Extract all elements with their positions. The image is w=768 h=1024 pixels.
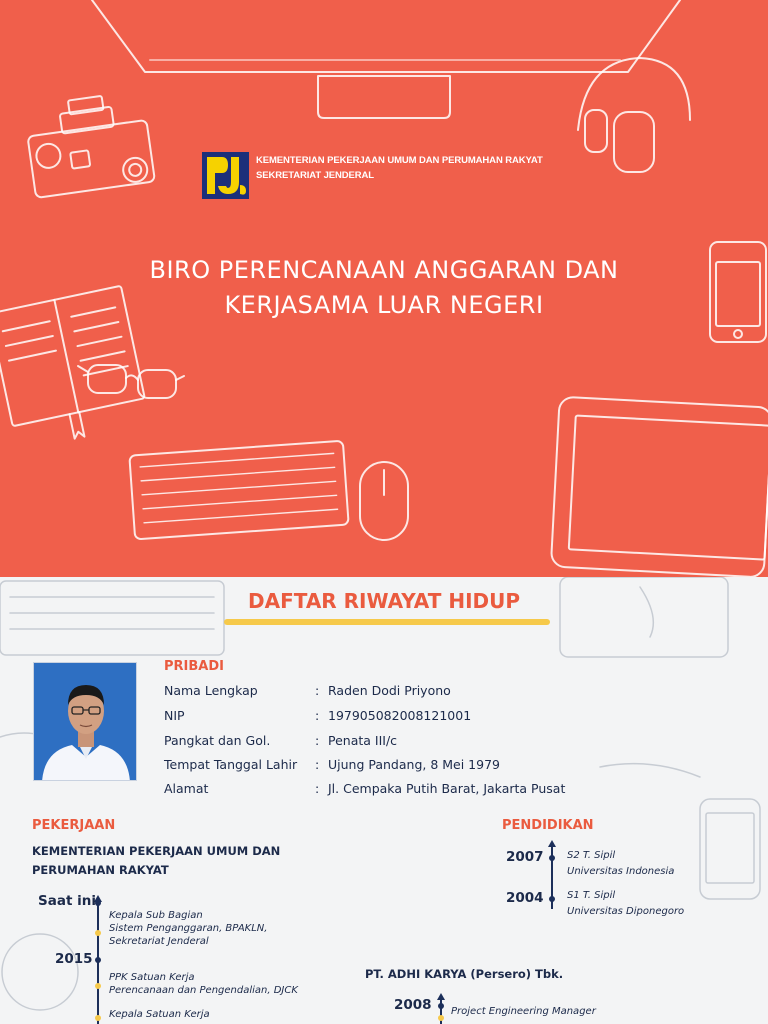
timeline-marker (95, 1015, 101, 1021)
work-year: 2015 (55, 951, 93, 967)
info-row-pangkat (164, 733, 724, 755)
info-value: Raden Dodi Priyono (328, 683, 451, 698)
work-entry (109, 909, 267, 948)
section-pekerjaan-label: PEKERJAAN (32, 818, 116, 833)
work-entry-line: Sekretariat Jenderal (109, 936, 209, 947)
work-entry-line: Kepala Sub Bagian (109, 910, 203, 921)
info-row-ttl (164, 757, 724, 779)
info-separator: : (315, 781, 320, 796)
work-entry-line: Kepala Satuan Kerja (109, 1009, 210, 1020)
work-entry (109, 971, 298, 997)
info-separator: : (315, 708, 320, 723)
work-entry (109, 1008, 210, 1021)
info-separator: : (315, 683, 320, 698)
work-year: 2008 (394, 997, 432, 1013)
employer-name (32, 842, 292, 880)
work-year: Saat ini (38, 893, 96, 909)
cv-title-highlight (224, 619, 550, 625)
info-row-nip (164, 708, 724, 730)
edu-entry (567, 889, 684, 918)
info-separator: : (315, 757, 320, 772)
bureau-title-line-1: BIRO PERENCANAAN ANGGARAN DAN (149, 256, 619, 284)
timeline-dot (438, 1003, 444, 1009)
work-entry-line: Perencanaan dan Pengendalian, DJCK (109, 985, 298, 996)
profile-photo (33, 662, 137, 781)
work-entry (451, 1005, 596, 1018)
info-row-alamat (164, 781, 724, 803)
timeline-marker (95, 983, 101, 989)
work-entry-line: PPK Satuan Kerja (109, 972, 195, 983)
section-pribadi-label: PRIBADI (164, 659, 224, 674)
bureau-title (0, 253, 768, 323)
info-key: Tempat Tanggal Lahir (164, 757, 298, 772)
timeline-marker (438, 1015, 444, 1021)
edu-year: 2004 (506, 890, 544, 906)
pupr-logo-mark (202, 152, 249, 199)
edu-school: Universitas Diponegoro (567, 906, 685, 917)
edu-year: 2007 (506, 849, 544, 865)
cv-section (0, 577, 768, 1024)
pupr-logo (202, 152, 249, 199)
info-key: Alamat (164, 781, 209, 796)
edu-entry (567, 849, 674, 878)
info-value: 197905082008121001 (328, 708, 472, 723)
ministry-line-2: SEKRETARIAT JENDERAL (256, 170, 374, 181)
ministry-name (256, 153, 543, 183)
info-key: NIP (164, 708, 185, 723)
edu-degree: S2 T. Sipil (567, 850, 616, 861)
edu-degree: S1 T. Sipil (567, 890, 616, 901)
employer-2-name: PT. ADHI KARYA (Persero) Tbk. (365, 967, 564, 981)
info-value: Penata III/c (328, 733, 398, 748)
employer-line-1: KEMENTERIAN PEKERJAAN UMUM DAN (32, 844, 281, 858)
info-value: Ujung Pandang, 8 Mei 1979 (328, 757, 500, 772)
section-pendidikan-label: PENDIDIKAN (502, 818, 594, 833)
edu-school: Universitas Indonesia (567, 866, 675, 877)
info-separator: : (315, 733, 320, 748)
timeline-dot (549, 896, 555, 902)
info-row-nama (164, 683, 724, 705)
cv-title: DAFTAR RIWAYAT HIDUP (247, 589, 521, 613)
profile-photo-portrait (34, 663, 137, 781)
timeline-dot (549, 855, 555, 861)
info-key: Nama Lengkap (164, 683, 258, 698)
timeline-marker (95, 930, 101, 936)
ministry-line-1: KEMENTERIAN PEKERJAAN UMUM DAN PERUMAHAN RAKYAT (256, 155, 543, 166)
info-key: Pangkat dan Gol. (164, 733, 271, 748)
work-entry-line: Project Engineering Manager (451, 1006, 596, 1017)
employer-line-2: PERUMAHAN RAKYAT (32, 863, 169, 877)
info-value: Jl. Cempaka Putih Barat, Jakarta Pusat (328, 781, 566, 796)
timeline-dot (95, 957, 101, 963)
bureau-title-line-2: KERJASAMA LUAR NEGERI (224, 291, 544, 319)
work-entry-line: Sistem Penganggaran, BPAKLN, (109, 923, 268, 934)
